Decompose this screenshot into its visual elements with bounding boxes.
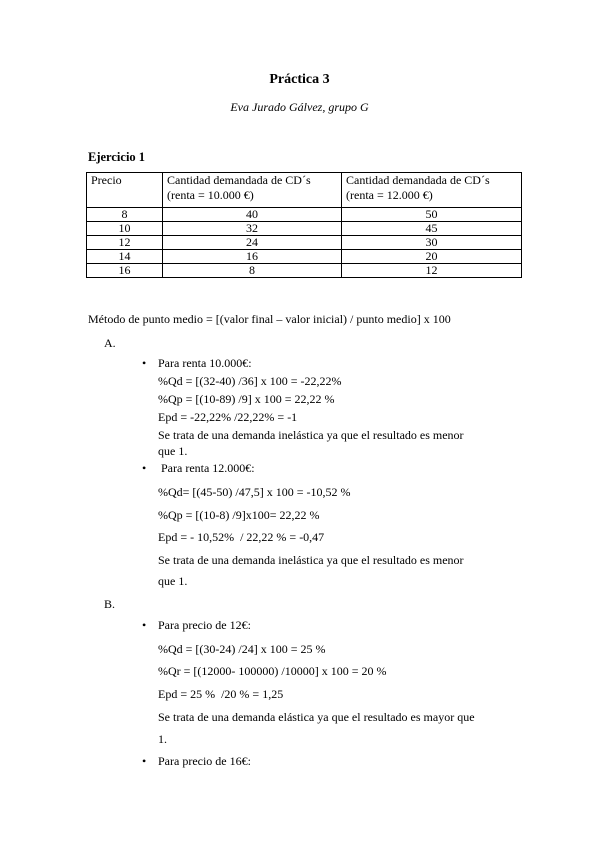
table-cell: 24 (163, 236, 342, 250)
renta-10000-heading: Para renta 10.000€: (158, 356, 252, 370)
formula-line: %Qd= [(45-50) /47,5] x 100 = -10,52 % (158, 485, 351, 499)
formula-line: %Qr = [(12000- 100000) /10000] x 100 = 20 % (158, 664, 387, 678)
table-cell: 30 (342, 236, 522, 250)
header-quantity-12000: Cantidad demandada de CD´s (renta = 12.000 €) (342, 173, 522, 208)
table-row (87, 208, 522, 222)
section-a-label: A. (104, 336, 116, 350)
formula-line: Epd = -22,22% /22,22% = -1 (158, 410, 298, 424)
table-cell: 14 (87, 250, 163, 264)
precio-12-heading: Para precio de 12€: (158, 618, 251, 632)
table-cell: 12 (87, 236, 163, 250)
bullet-icon: • (142, 461, 147, 475)
document-title: Práctica 3 (269, 72, 330, 87)
author-line: Eva Jurado Gálvez, grupo G (230, 100, 369, 114)
conclusion-line: que 1. (158, 574, 188, 588)
renta-12000-heading: Para renta 12.000€: (158, 461, 255, 475)
demand-table (86, 172, 522, 278)
table-row (87, 264, 522, 278)
table-cell: 50 (342, 208, 522, 222)
bullet-icon: • (142, 754, 147, 768)
formula-line: %Qd = [(32-40) /36] x 100 = -22,22% (158, 374, 342, 388)
formula-line: Epd = - 10,52% / 22,22 % = -0,47 (158, 530, 325, 544)
conclusion-line: Se trata de una demanda inelástica ya que el resultado es menor (158, 428, 464, 442)
table-cell: 8 (163, 264, 342, 278)
conclusion-line: Se trata de una demanda elástica ya que el resultado es mayor que (158, 710, 475, 724)
table-row (87, 236, 522, 250)
table-cell: 20 (342, 250, 522, 264)
table-row (87, 250, 522, 264)
table-header-row (87, 173, 522, 208)
method-formula: Método de punto medio = [(valor final – valor inicial) / punto medio] x 100 (88, 312, 451, 326)
formula-line: %Qp = [(10-89) /9] x 100 = 22,22 % (158, 392, 335, 406)
conclusion-line: Se trata de una demanda inelástica ya que el resultado es menor (158, 553, 464, 567)
header-price: Precio (87, 173, 163, 208)
table-row (87, 222, 522, 236)
formula-line: %Qp = [(10-8) /9]x100= 22,22 % (158, 508, 320, 522)
table-cell: 10 (87, 222, 163, 236)
formula-line: %Qd = [(30-24) /24] x 100 = 25 % (158, 642, 326, 656)
precio-16-heading: Para precio de 16€: (158, 754, 251, 768)
table-cell: 32 (163, 222, 342, 236)
header-quantity-10000: Cantidad demandada de CD´s (renta = 10.000 €) (163, 173, 342, 208)
bullet-icon: • (142, 618, 147, 632)
table-cell: 16 (163, 250, 342, 264)
table-cell: 16 (87, 264, 163, 278)
table-cell: 45 (342, 222, 522, 236)
exercise-heading: Ejercicio 1 (88, 150, 146, 164)
bullet-icon: • (142, 356, 147, 370)
table-cell: 40 (163, 208, 342, 222)
section-b-label: B. (104, 597, 116, 611)
conclusion-line: 1. (158, 732, 167, 746)
formula-line: Epd = 25 % /20 % = 1,25 (158, 687, 284, 701)
conclusion-line: que 1. (158, 444, 188, 458)
table-cell: 12 (342, 264, 522, 278)
table-cell: 8 (87, 208, 163, 222)
